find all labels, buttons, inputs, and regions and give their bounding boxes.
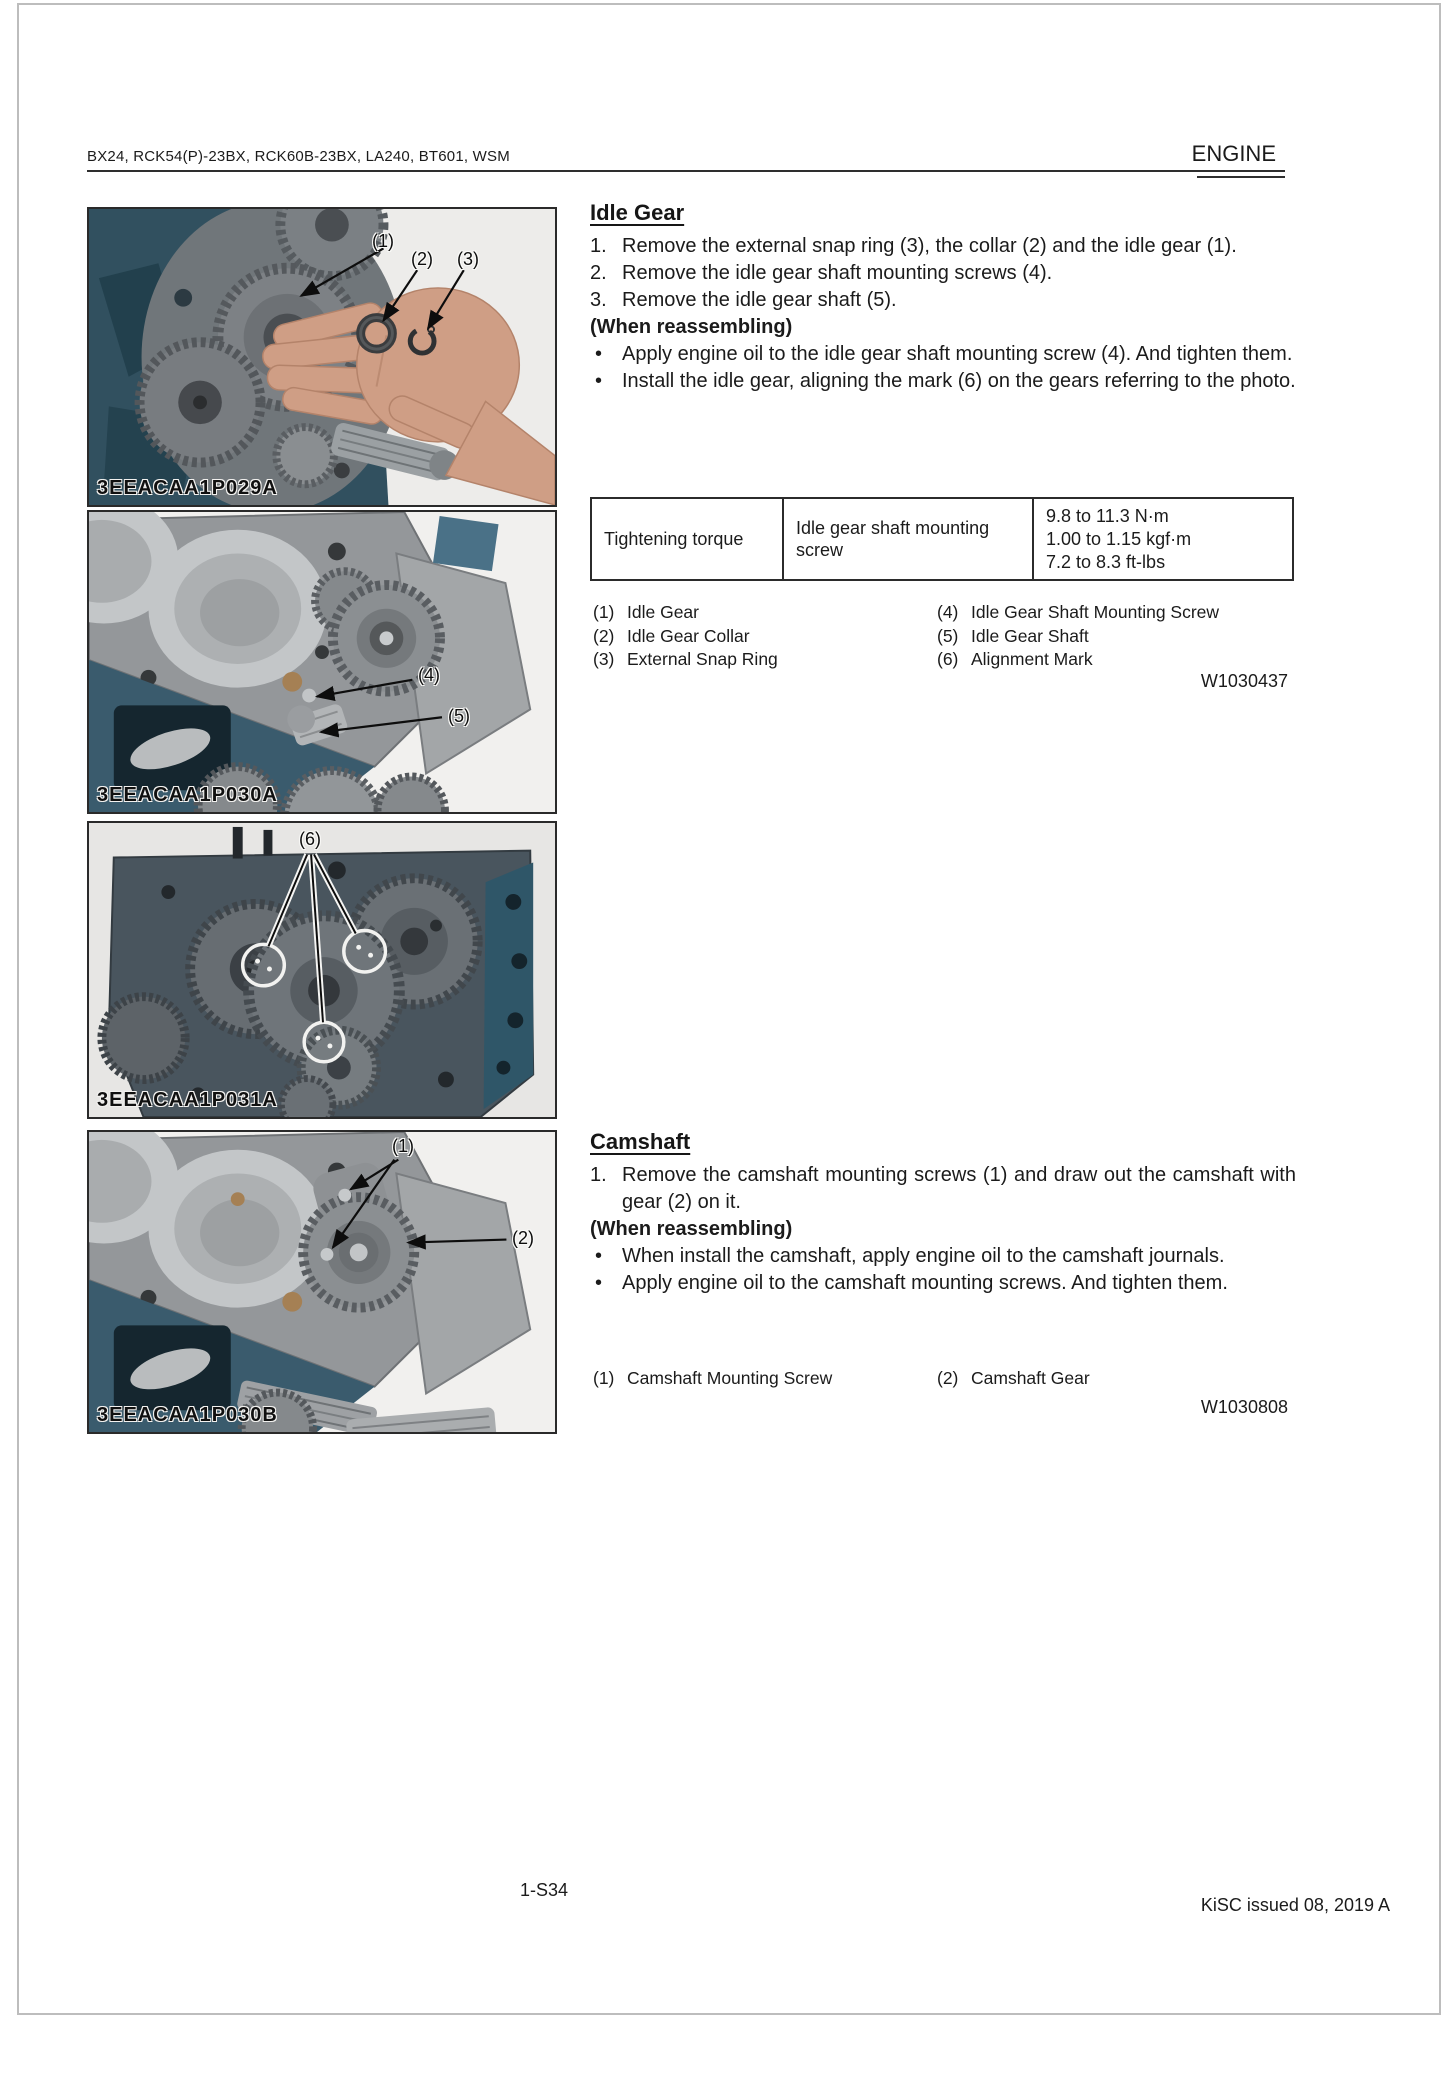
page-number: 1-S34 (520, 1880, 569, 1900)
callout-label: (2) (512, 1228, 534, 1248)
parts-column-right (937, 1367, 1090, 1391)
step-text: Remove the idle gear shaft mounting screws (4). (622, 262, 1053, 284)
reassembling-label: (When reassembling) (590, 1218, 793, 1240)
procedure-step (590, 1162, 1296, 1216)
bullet-marker: • (595, 343, 603, 365)
header-rule (87, 170, 1285, 172)
torque-value-ftlbs: 7.2 to 8.3 ft-lbs (1046, 551, 1166, 572)
callout-label: (3) (457, 249, 479, 269)
part-item (937, 625, 1219, 649)
reference-code: W1030808 (1200, 1397, 1288, 1417)
parts-column-left (593, 1367, 832, 1391)
part-item (593, 625, 778, 649)
camshaft-gear-illustration (89, 1132, 555, 1432)
photo-camshaft-removal (87, 1130, 557, 1434)
torque-value-nm: 9.8 to 11.3 N·m (1046, 505, 1169, 526)
step-text: Remove the camshaft mounting screws (1) and draw out the camshaft with gear (2) on it. (622, 1164, 1296, 1213)
procedure-bullet (590, 1270, 1296, 1297)
manual-page (17, 3, 1441, 2015)
camshaft-procedure (590, 1162, 1296, 1297)
part-item (937, 601, 1219, 625)
issue-note: KiSC issued 08, 2019 A (1200, 1895, 1390, 1915)
camshaft-parts-legend (593, 1367, 1295, 1393)
procedure-bullet (590, 341, 1296, 368)
procedure-bullet (590, 1243, 1296, 1270)
idle-gear-parts-legend (593, 601, 1295, 673)
callout-label: (4) (418, 665, 440, 685)
part-number: (4) (937, 602, 959, 622)
part-name: Idle Gear (627, 602, 699, 622)
torque-table-label: Tightening torque (592, 499, 784, 579)
torque-table-item: Idle gear shaft mounting screw (784, 499, 1034, 579)
bullet-text: Apply engine oil to the camshaft mounting screws. And tighten them. (622, 1272, 1228, 1294)
callout-label: (2) (411, 249, 433, 269)
part-number: (5) (937, 625, 959, 646)
photo-caption: 3EEACAA1P029A (97, 477, 278, 499)
part-name: Alignment Mark (971, 649, 1093, 669)
header-section-title: ENGINE (1191, 141, 1276, 166)
torque-table-values (1034, 499, 1292, 579)
section-title-camshaft: Camshaft (590, 1129, 691, 1154)
part-number: (3) (593, 649, 615, 669)
parts-column-right (937, 601, 1219, 672)
part-item (937, 648, 1219, 672)
photo-idle-gear-shaft (87, 510, 557, 814)
photo-alignment-marks (87, 821, 557, 1119)
timing-gear-illustration (89, 823, 555, 1117)
part-name: Camshaft Mounting Screw (627, 1368, 833, 1388)
bullet-text: When install the camshaft, apply engine oil to the camshaft journals. (622, 1245, 1225, 1267)
photo-caption: 3EEACAA1P030B (97, 1404, 278, 1426)
parts-column-left (593, 601, 778, 672)
part-name: Idle Gear Collar (627, 625, 750, 646)
header-model-list: BX24, RCK54(P)-23BX, RCK60B-23BX, LA240, BT601, WSM (87, 148, 510, 165)
part-item (937, 1367, 1090, 1391)
callout-label: (1) (372, 231, 394, 251)
idle-gear-procedure (590, 233, 1296, 395)
step-number: 3. (590, 289, 607, 311)
step-text: Remove the external snap ring (3), the collar (2) and the idle gear (1). (622, 235, 1237, 257)
part-number: (1) (593, 1368, 615, 1388)
bullet-marker: • (595, 370, 603, 392)
part-number: (2) (593, 625, 615, 646)
bullet-text: Install the idle gear, aligning the mark (6) on the gears referring to the photo. (622, 370, 1296, 392)
section-title-idle-gear: Idle Gear (590, 200, 685, 225)
torque-value-kgfm: 1.00 to 1.15 kgf·m (1046, 528, 1192, 549)
bullet-marker: • (595, 1245, 603, 1267)
part-name: External Snap Ring (627, 649, 778, 669)
photo-caption: 3EEACAA1P031A (97, 1089, 278, 1111)
reassembling-label: (When reassembling) (590, 316, 793, 338)
procedure-bullet (590, 368, 1296, 395)
part-number: (2) (937, 1368, 959, 1388)
header-section-underline (1197, 176, 1285, 178)
step-text: Remove the idle gear shaft (5). (622, 289, 897, 311)
part-name: Idle Gear Shaft (971, 625, 1089, 646)
part-number: (6) (937, 649, 959, 669)
bullet-marker: • (595, 1272, 603, 1294)
procedure-step (590, 233, 1296, 260)
engine-gearcase-illustration (89, 209, 555, 505)
step-number: 1. (590, 1164, 607, 1186)
tightening-torque-table (590, 497, 1294, 581)
procedure-step (590, 287, 1296, 314)
part-item (593, 648, 778, 672)
procedure-step (590, 260, 1296, 287)
part-item (593, 1367, 832, 1391)
cylinder-block-illustration (89, 512, 555, 812)
callout-label: (5) (448, 706, 470, 726)
part-name: Camshaft Gear (971, 1368, 1090, 1388)
bullet-text: Apply engine oil to the idle gear shaft mounting screw (4). And tighten them. (622, 343, 1293, 365)
callout-label: (6) (299, 829, 321, 849)
part-number: (1) (593, 602, 615, 622)
part-item (593, 601, 778, 625)
step-number: 2. (590, 262, 607, 284)
reference-code: W1030437 (1200, 671, 1288, 691)
part-name: Idle Gear Shaft Mounting Screw (971, 602, 1220, 622)
photo-idle-gear-removal (87, 207, 557, 507)
callout-label: (1) (392, 1136, 414, 1156)
photo-caption: 3EEACAA1P030A (97, 784, 278, 806)
step-number: 1. (590, 235, 607, 257)
